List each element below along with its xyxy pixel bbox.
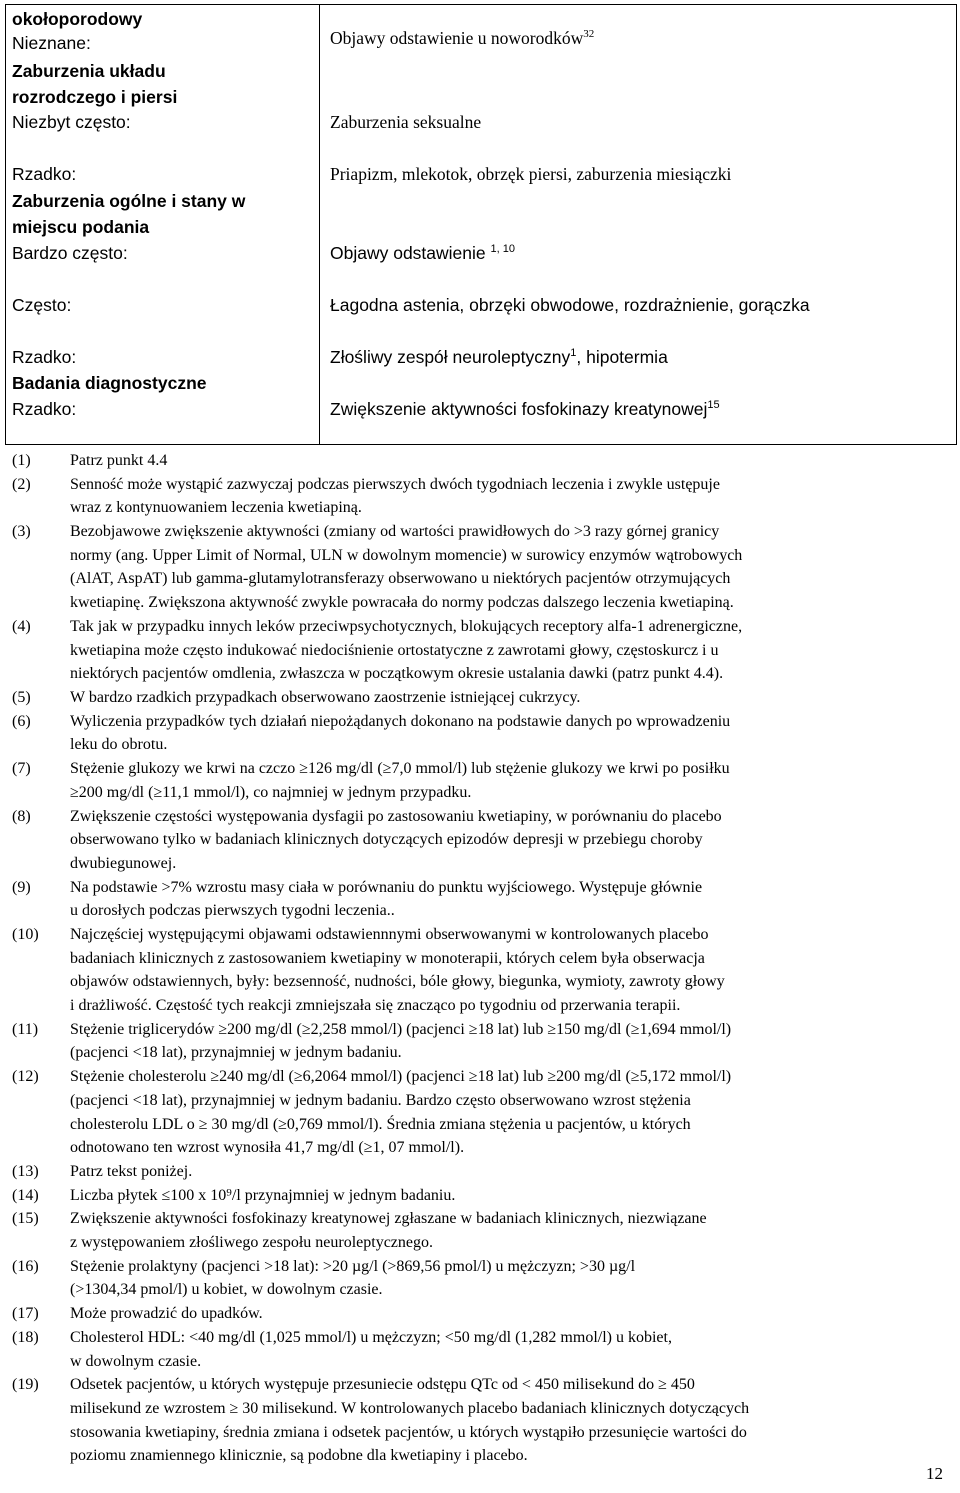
footnote-text xyxy=(70,1163,945,1187)
frequency-label: Rzadko: xyxy=(12,347,77,367)
footnote-number: (9) xyxy=(12,878,31,896)
footnote-line: objawów odstawiennych, były: bezsenność, nudności, bóle głowy, biegunka, wymioty, zawroty głowy xyxy=(70,973,725,991)
reaction-text: Zwiększenie aktywności fosfokinazy kreatynowej$^{15}$ xyxy=(330,399,720,419)
footnote-line: obserwowano tylko w badaniach klinicznych dotyczących epizodów depresji w przebiegu choroby xyxy=(70,831,703,849)
footnote-line: leku do obrotu. xyxy=(70,736,168,754)
footnote-line: stosowania kwetiapiny, średnia zmiana i odsetek pacjentów, u których wystąpiło przesunięcie wartości do xyxy=(70,1423,747,1441)
reaction-text: Objawy odstawienie u noworodków$^{32}$ xyxy=(330,28,595,48)
footnote-number: (10) xyxy=(12,926,39,943)
footnote-text xyxy=(70,689,945,713)
footnote-number: (19) xyxy=(12,1376,39,1394)
footnote-number: (7) xyxy=(12,760,31,778)
footnote-line: odnotowano ten wzrost wynosiła 41,7 mg/dl (≥1, 07 mmol/l). xyxy=(70,1139,465,1157)
footnote-number: (11) xyxy=(12,1020,39,1038)
footnote-text xyxy=(70,926,945,1021)
footnote-line: milisekund ze wzrostem ≥ 30 milisekund. W kontrolowanych placebo badaniach klinicznych dotyczących xyxy=(70,1399,750,1417)
footnote-line: Zwiększenie aktywności fosfokinazy kreatynowej zgłaszane w badaniach klinicznych, niezwiązane xyxy=(70,1210,707,1228)
footnote-text xyxy=(70,713,945,760)
footnote-line: Patrz tekst poniżej. xyxy=(70,1163,193,1180)
footnote-line: Stężenie cholesterolu ≥240 mg/dl (≥6,2064 mmol/l) (pacjenci ≥18 lat) lub ≥200 mg/dl (≥5,172 mmol/l) xyxy=(70,1068,732,1086)
reaction-text: Objawy odstawienie $^{1, 10}$ xyxy=(330,243,515,263)
footnote-line: wraz z kontynuowaniem leczenia kwetiapiną. xyxy=(70,499,362,517)
footnote-text xyxy=(70,476,945,523)
adverse-reactions-table xyxy=(5,4,957,445)
footnote-line: Zwiększenie częstości występowania dysfagii po zastosowaniu kwetiapiny, w porównaniu do placebo xyxy=(70,807,722,825)
footnote-text xyxy=(70,1021,945,1068)
footnote-text xyxy=(70,760,945,807)
footnote-line: Na podstawie >7% wzrostu masy ciała w porównaniu do punktu wyjściowego. Występuje głównie xyxy=(70,878,703,896)
footnote-number: (8) xyxy=(12,807,31,825)
frequency-label: Rzadko: xyxy=(12,164,77,184)
category-label: Zaburzenia ogólne i stany w xyxy=(12,191,246,211)
footnote-line: Stężenie glukozy we krwi na czczo ≥126 mg/dl (≥7,0 mmol/l) lub stężenie glukozy we krwi po posiłku xyxy=(70,760,730,778)
footnote-number: (17) xyxy=(12,1305,39,1323)
footnote-line: ≥200 mg/dl (≥11,1 mmol/l), co najmniej w jednym przypadku. xyxy=(70,783,472,801)
footnote-line: Senność może wystąpić zazwyczaj podczas pierwszych dwóch tygodniach leczenia i zwykle ustępuje xyxy=(70,475,720,493)
footnote-line: kwetiapinę. Zwiększona aktywność zwykle powracała do normy podczas dalszego leczenia kwetiapiną. xyxy=(70,594,734,612)
footnote-text xyxy=(70,452,945,476)
footnote-text xyxy=(70,1187,945,1211)
footnote-text xyxy=(70,1376,945,1471)
frequency-label: Często: xyxy=(12,295,72,315)
footnote-text xyxy=(70,1305,945,1329)
footnote-text xyxy=(70,1258,945,1305)
frequency-label: Niezbyt często: xyxy=(12,112,131,132)
footnote-line: badaniach klinicznych z zastosowaniem kwetiapiny w monoterapii, których celem była obserwacja xyxy=(70,949,705,967)
footnote-text xyxy=(70,618,945,689)
footnote-line: u dorosłych podczas pierwszych tygodni leczenia.. xyxy=(70,902,395,920)
footnote-number: (1) xyxy=(12,452,31,469)
footnote-number: (4) xyxy=(12,617,31,635)
footnote-text xyxy=(70,879,945,926)
footnote-line: z występowaniem złośliwego zespołu neuroleptycznego. xyxy=(70,1234,433,1252)
column-divider xyxy=(319,5,320,444)
footnote-line: normy (ang. Upper Limit of Normal, ULN w dowolnym momencie) w surowicy enzymów wątrobowych xyxy=(70,546,743,564)
footnote-line: (pacjenci <18 lat), przynajmniej w jednym badaniu. Bardzo często obserwowano wzrost stężenia xyxy=(70,1091,691,1109)
footnote-number: (16) xyxy=(12,1257,39,1275)
footnote-line: Może prowadzić do upadków. xyxy=(70,1305,263,1323)
footnote-line: Patrz punkt 4.4 xyxy=(70,452,168,469)
footnote-line: niektórych pacjentów omdlenia, zwłaszcza w początkowym okresie ustalania dawki (patrz punkt 4.4). xyxy=(70,665,724,683)
footnote-line: dwubiegunowej. xyxy=(70,854,177,872)
footnote-number: (13) xyxy=(12,1163,39,1180)
reaction-text: Priapizm, mlekotok, obrzęk piersi, zaburzenia miesiączki xyxy=(330,164,732,184)
category-label: Zaburzenia układu xyxy=(12,61,166,81)
frequency-label: Bardzo często: xyxy=(12,243,128,263)
category-label: rozrodczego i piersi xyxy=(12,87,178,107)
footnote-line: Odsetek pacjentów, u których występuje przesuniecie odstępu QTc od < 450 milisekund do ≥ 450 xyxy=(70,1376,695,1394)
frequency-label: Nieznane: xyxy=(12,33,91,53)
reaction-text: Złośliwy zespół neuroleptyczny$^1$, hipotermia xyxy=(330,347,668,367)
footnote-number: (18) xyxy=(12,1328,39,1346)
footnote-line: (>1304,34 pmol/l) u kobiet, w dowolnym czasie. xyxy=(70,1281,383,1299)
footnote-line: W bardzo rzadkich przypadkach obserwowano zaostrzenie istniejącej cukrzycy. xyxy=(70,689,581,706)
reaction-text: Łagodna astenia, obrzęki obwodowe, rozdrażnienie, gorączka xyxy=(330,295,810,315)
footnote-line: Bezobjawowe zwiększenie aktywności (zmiany od wartości prawidłowych do >3 razy górnej granicy xyxy=(70,523,720,541)
footnote-text xyxy=(70,808,945,879)
footnote-line: (pacjenci <18 lat), przynajmniej w jednym badaniu. xyxy=(70,1044,402,1062)
footnote-text xyxy=(70,523,945,618)
category-label: Badania diagnostyczne xyxy=(12,373,207,393)
page-number: 12 xyxy=(926,1464,943,1483)
footnote-line: kwetiapina może często indukować niedociśnienie ortostatyczne z zawrotami głowy, częstoskurcz i u xyxy=(70,641,719,659)
footnote-line: w dowolnym czasie. xyxy=(70,1352,202,1370)
footnote-line: Najczęściej występującymi objawami odstawiennnymi obserwowanymi w kontrolowanych placebo xyxy=(70,926,709,943)
footnote-line: Cholesterol HDL: <40 mg/dl (1,025 mmol/l) u mężczyzn; <50 mg/dl (1,282 mmol/l) u kobiet, xyxy=(70,1328,672,1346)
footnote-line: (AlAT, AspAT) lub gamma-glutamylotransferazy obserwowano u niektórych pacjentów otrzymujących xyxy=(70,570,731,588)
footnote-line: Liczba płytek ≤100 x 10⁹/l przynajmniej w jednym badaniu. xyxy=(70,1186,456,1204)
footnote-number: (5) xyxy=(12,689,31,706)
footnote-text xyxy=(70,1329,945,1376)
footnote-line: Stężenie prolaktyny (pacjenci >18 lat): >20 µg/l (>869,56 pmol/l) u mężczyzn; >30 µg/l xyxy=(70,1257,636,1275)
footnote-line: Tak jak w przypadku innych leków przeciwpsychotycznych, blokujących receptory alfa-1 adrenergiczne, xyxy=(70,617,743,635)
footnote-number: (2) xyxy=(12,475,31,493)
footnote-number: (15) xyxy=(12,1210,39,1228)
category-label: okołoporodowy xyxy=(12,9,143,29)
category-label: miejscu podania xyxy=(12,217,150,237)
footnote-text xyxy=(70,1068,945,1163)
footnote-line: Wyliczenia przypadków tych działań niepożądanych dokonano na podstawie danych po wprowadzeniu xyxy=(70,712,731,730)
frequency-label: Rzadko: xyxy=(12,399,77,419)
footnote-number: (14) xyxy=(12,1186,39,1204)
reaction-text: Zaburzenia seksualne xyxy=(330,112,482,132)
footnote-number: (12) xyxy=(12,1068,39,1086)
footnote-number: (3) xyxy=(12,523,31,541)
footnote-number: (6) xyxy=(12,712,31,730)
footnote-line: i drażliwość. Częstość tych reakcji zmniejszała się znacząco po tygodniu od przerwania terapii. xyxy=(70,997,681,1015)
footnote-line: poziomu znamiennego klinicznie, są podobne dla kwetiapiny i placebo. xyxy=(70,1447,528,1465)
footnote-line: cholesterolu LDL o ≥ 30 mg/dl (≥0,769 mmol/l). Średnia zmiana stężenia u pacjentów, u których xyxy=(70,1115,691,1133)
footnote-line: Stężenie triglicerydów ≥200 mg/dl (≥2,258 mmol/l) (pacjenci ≥18 lat) lub ≥150 mg/dl (≥1,694 mmol/l) xyxy=(70,1020,732,1038)
footnote-text xyxy=(70,1210,945,1257)
